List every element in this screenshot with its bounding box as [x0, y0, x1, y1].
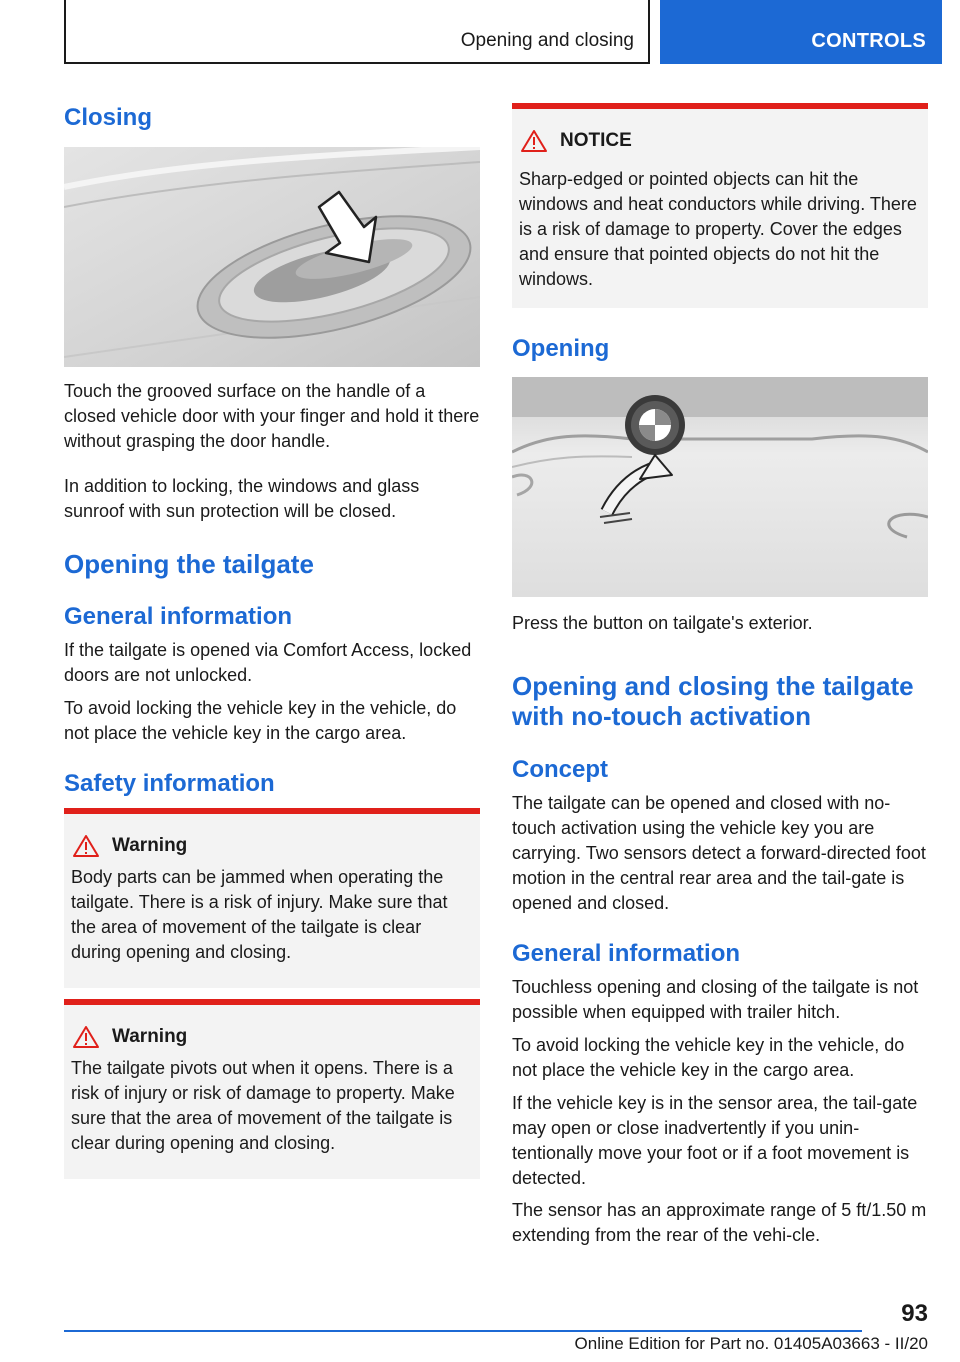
- notice-box: [512, 103, 928, 308]
- general-paragraph-3: Touchless opening and closing of the tailgate is not possible when equipped with trailer hitch.: [512, 977, 919, 1022]
- notice-title: NOTICE: [560, 130, 632, 151]
- warning-text: Body parts can be jammed when operating the tailgate. There is a risk of injury. Make sure that the area of movement of the tailgate is clear during opening and closing.: [71, 867, 448, 962]
- tailgate-button-illustration: [512, 377, 928, 597]
- concept-heading: Concept: [512, 756, 608, 783]
- warning-title: Warning: [112, 835, 188, 856]
- warning-text: The tailgate pivots out when it opens. There is a risk of injury or risk of damage to property. Make sure that the area of movement of the tailgate is clear during opening and closing.: [71, 1058, 455, 1153]
- warning-box-pivot: [64, 999, 480, 1179]
- header-chapter-title: CONTROLS: [811, 30, 926, 52]
- general-information-heading-2: General information: [512, 940, 741, 967]
- header-section-box: [64, 0, 650, 64]
- door-handle-image: [64, 147, 480, 367]
- warning-header: [72, 1025, 187, 1049]
- general-paragraph-2: To avoid locking the vehicle key in the vehicle, do not place the vehicle key in the cargo area.: [64, 698, 457, 743]
- warning-triangle-icon: [72, 834, 100, 858]
- header-section-title: Opening and closing: [460, 30, 634, 51]
- warning-title: Warning: [112, 1026, 188, 1047]
- edition-info: Online Edition for Part no. 01405A03663 - II/20: [574, 1334, 928, 1353]
- warning-header: [72, 834, 187, 858]
- notice-triangle-icon: [520, 129, 548, 153]
- warning-triangle-icon: [72, 1025, 100, 1049]
- opening-paragraph: Press the button on tailgate's exterior.: [512, 613, 813, 633]
- concept-paragraph: The tailgate can be opened and closed with no-touch activation using the vehicle key you are carrying. Two sensors detect a forward-directed foot motion in the central rear area and the tail-gate is opened and closed.: [512, 793, 926, 913]
- no-touch-heading: Opening and closing the tailgate with no-touch activation: [512, 671, 914, 731]
- opening-heading: Opening: [512, 335, 610, 362]
- closing-heading: Closing: [64, 104, 152, 131]
- closing-paragraph-1: Touch the grooved surface on the handle of a closed vehicle door with your finger and hold it there without grasping the door handle.: [64, 381, 480, 451]
- page-number: 93: [901, 1300, 928, 1327]
- notice-text: Sharp-edged or pointed objects can hit the windows and heat conductors while driving. There is a risk of damage to property. Cover the edges and ensure that pointed objects do not hit the windows.: [519, 169, 917, 289]
- header-chapter-tab: [660, 0, 942, 64]
- general-information-heading: General information: [64, 603, 293, 630]
- general-paragraph-6: The sensor has an approximate range of 5 ft/1.50 m extending from the rear of the vehi-cle.: [512, 1200, 927, 1245]
- door-handle-illustration: [64, 147, 480, 367]
- notice-header: [520, 129, 632, 153]
- closing-paragraph-2: In addition to locking, the windows and glass sunroof with sun protection will be closed.: [64, 476, 420, 521]
- warning-box-jamming: [64, 808, 480, 988]
- general-paragraph-1: If the tailgate is opened via Comfort Access, locked doors are not unlocked.: [64, 640, 472, 685]
- safety-information-heading: Safety information: [64, 770, 275, 797]
- opening-tailgate-heading: Opening the tailgate: [64, 549, 314, 579]
- tailgate-button-image: [512, 377, 928, 597]
- general-paragraph-5: If the vehicle key is in the sensor area, the tail-gate may open or close inadvertently if you unin-tentionally move your foot or if a foot movement is detected.: [512, 1093, 918, 1188]
- footer-divider: [64, 1330, 862, 1332]
- general-paragraph-4: To avoid locking the vehicle key in the vehicle, do not place the vehicle key in the cargo area.: [512, 1035, 905, 1080]
